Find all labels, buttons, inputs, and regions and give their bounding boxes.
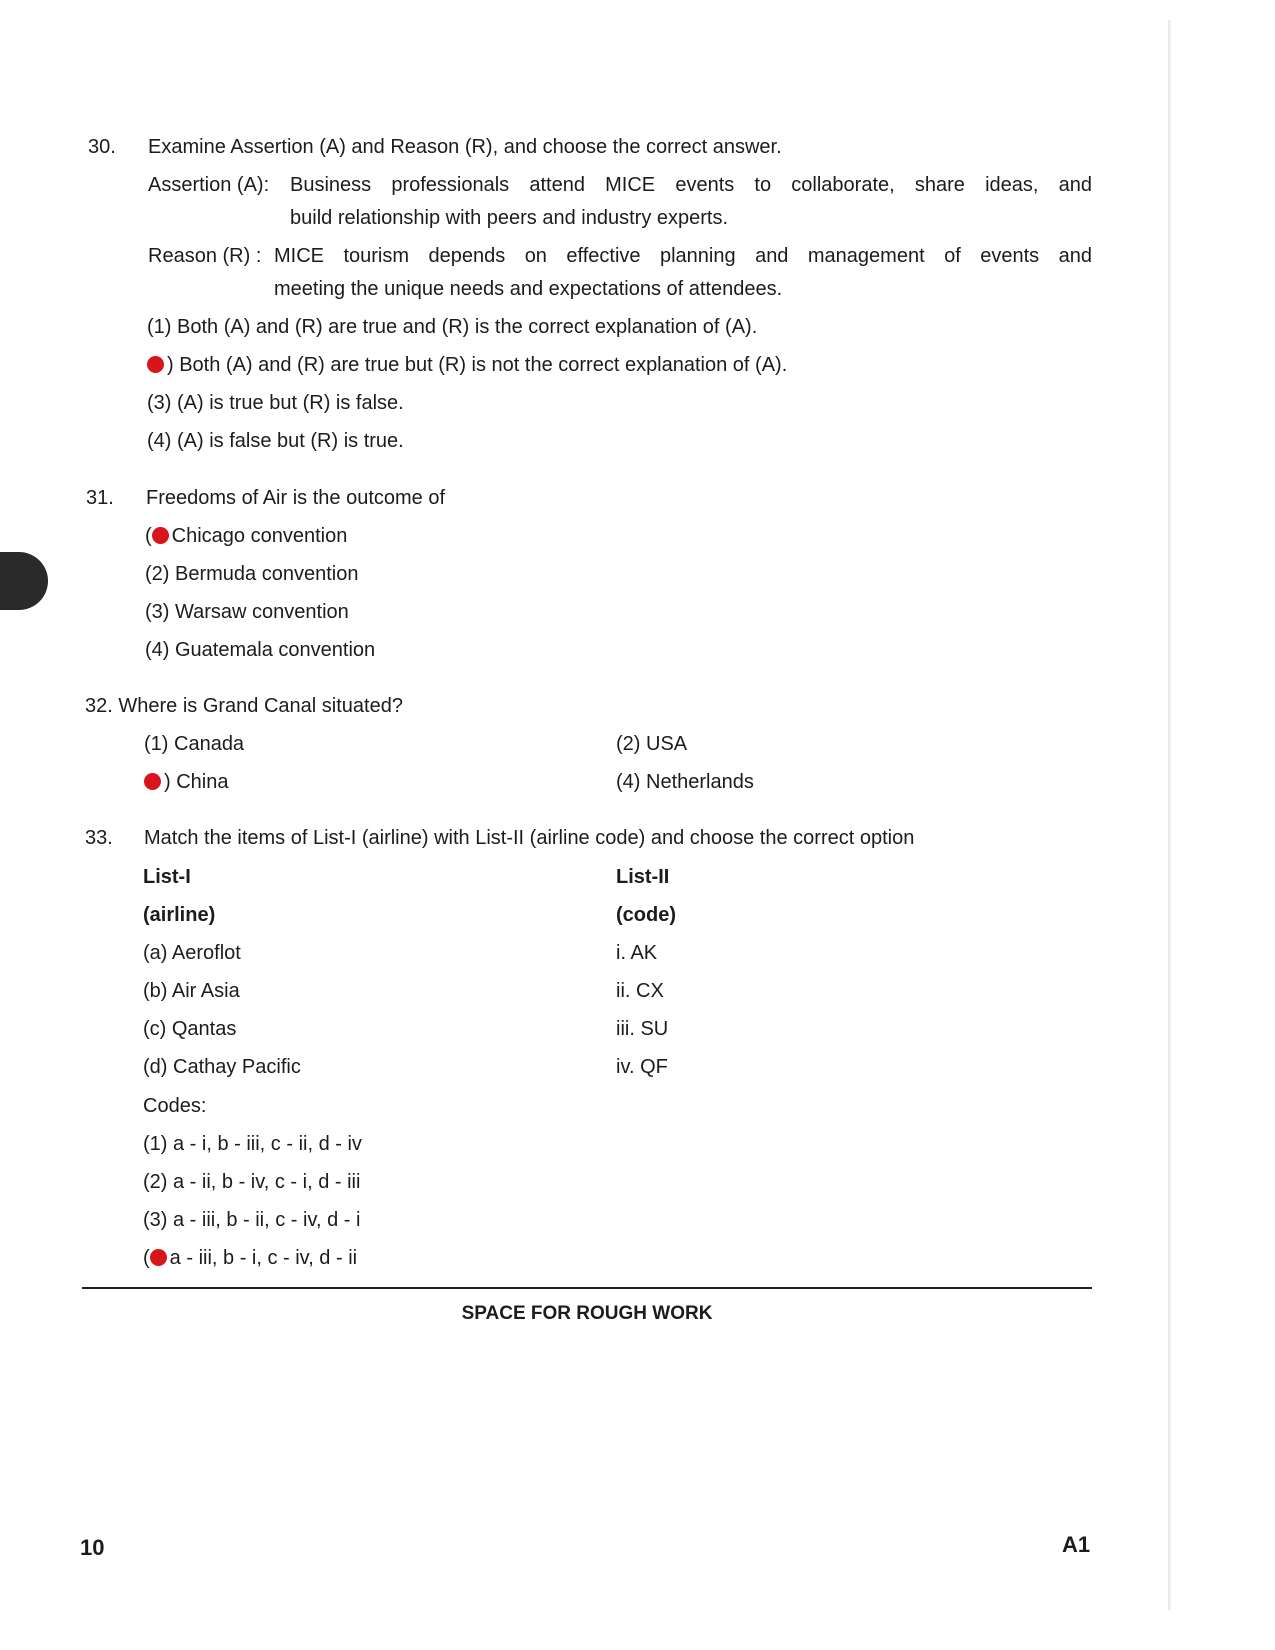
q33-list2-item-ii: ii. CX — [616, 980, 664, 1002]
q32-option-4: (4) Netherlands — [616, 771, 754, 793]
q30-assertion-line2: build relationship with peers and industry experts. — [290, 207, 729, 229]
q33-code-2: (2) a - ii, b - iv, c - i, d - iii — [143, 1171, 361, 1193]
q33-answer-mark — [150, 1249, 167, 1266]
q33-list2-item-iv: iv. QF — [616, 1056, 668, 1078]
q30-assertion-label: Assertion (A): — [148, 174, 270, 196]
q33-number: 33. — [85, 827, 113, 849]
q32-answer-mark — [144, 773, 161, 790]
q30-number: 30. — [88, 136, 116, 158]
q30-reason-line1: MICE tourism depends on effective planning and management of events and — [274, 245, 1092, 267]
q33-list2-subtitle: (code) — [616, 904, 676, 926]
q33-list2-item-iii: iii. SU — [616, 1018, 669, 1040]
q33-code-4: ( a - iii, b - i, c - iv, d - ii — [143, 1247, 358, 1269]
rough-work-heading: SPACE FOR ROUGH WORK — [461, 1303, 713, 1324]
q33-list1-item-d: (d) Cathay Pacific — [143, 1056, 301, 1078]
q31-option-4: (4) Guatemala convention — [145, 639, 376, 661]
q33-code-4-text: a - iii, b - i, c - iv, d - ii — [169, 1247, 358, 1269]
q30-option-3: (3) (A) is true but (R) is false. — [147, 392, 404, 414]
q33-list1-item-c: (c) Qantas — [143, 1018, 237, 1040]
q33-list1-item-a: (a) Aeroflot — [143, 942, 241, 964]
q32-option-3 — [144, 769, 228, 795]
q30-reason-line2: meeting the unique needs and expectations of attendees. — [274, 278, 783, 300]
q31-option-3: (3) Warsaw convention — [145, 601, 349, 623]
q33-list2-title: List-II — [616, 866, 670, 888]
q32-option-1: (1) Canada — [144, 733, 245, 755]
q31-option-1-text: Chicago convention — [171, 525, 348, 547]
q33-codes-label: Codes: — [143, 1095, 207, 1117]
q33-list1-subtitle: (airline) — [143, 904, 216, 926]
q30-reason-label: Reason (R) : — [148, 245, 262, 267]
q31-option-1: ( Chicago convention — [145, 525, 348, 547]
q30-option-1: (1) Both (A) and (R) are true and (R) is the correct explanation of (A). — [147, 316, 758, 338]
q32-stem: 32. Where is Grand Canal situated? — [85, 695, 403, 717]
q30-stem: Examine Assertion (A) and Reason (R), and choose the correct answer. — [148, 136, 782, 158]
q30-option-2 — [147, 352, 787, 378]
q33-list1-title: List-I — [143, 866, 191, 888]
booklet-code: A1 — [1062, 1532, 1091, 1557]
q33-stem: Match the items of List-I (airline) with List-II (airline code) and choose the correct option — [144, 827, 915, 849]
page-edge-shadow — [1168, 20, 1171, 1610]
q31-answer-mark — [152, 527, 169, 544]
q33-list1-item-b: (b) Air Asia — [143, 980, 240, 1002]
q33-list2-item-i: i. AK — [616, 942, 658, 964]
q32-option-2: (2) USA — [616, 733, 688, 755]
q30-answer-mark — [147, 356, 164, 373]
section-tab-marker — [0, 552, 48, 610]
q31-number: 31. — [86, 487, 114, 509]
q31-stem: Freedoms of Air is the outcome of — [146, 487, 446, 509]
q30-option-4: (4) (A) is false but (R) is true. — [147, 430, 404, 452]
q32-option-3-text: ) China — [164, 771, 229, 793]
page-number: 10 — [80, 1535, 105, 1560]
q33-code-3: (3) a - iii, b - ii, c - iv, d - i — [143, 1209, 361, 1231]
q31-option-2: (2) Bermuda convention — [145, 563, 359, 585]
q30-option-2-text: ) Both (A) and (R) are true but (R) is not the correct explanation of (A). — [167, 354, 788, 376]
rough-work-divider — [82, 1287, 1092, 1289]
q30-assertion-line1: Business professionals attend MICE events to collaborate, share ideas, and — [290, 174, 1092, 196]
q33-code-1: (1) a - i, b - iii, c - ii, d - iv — [143, 1133, 362, 1155]
